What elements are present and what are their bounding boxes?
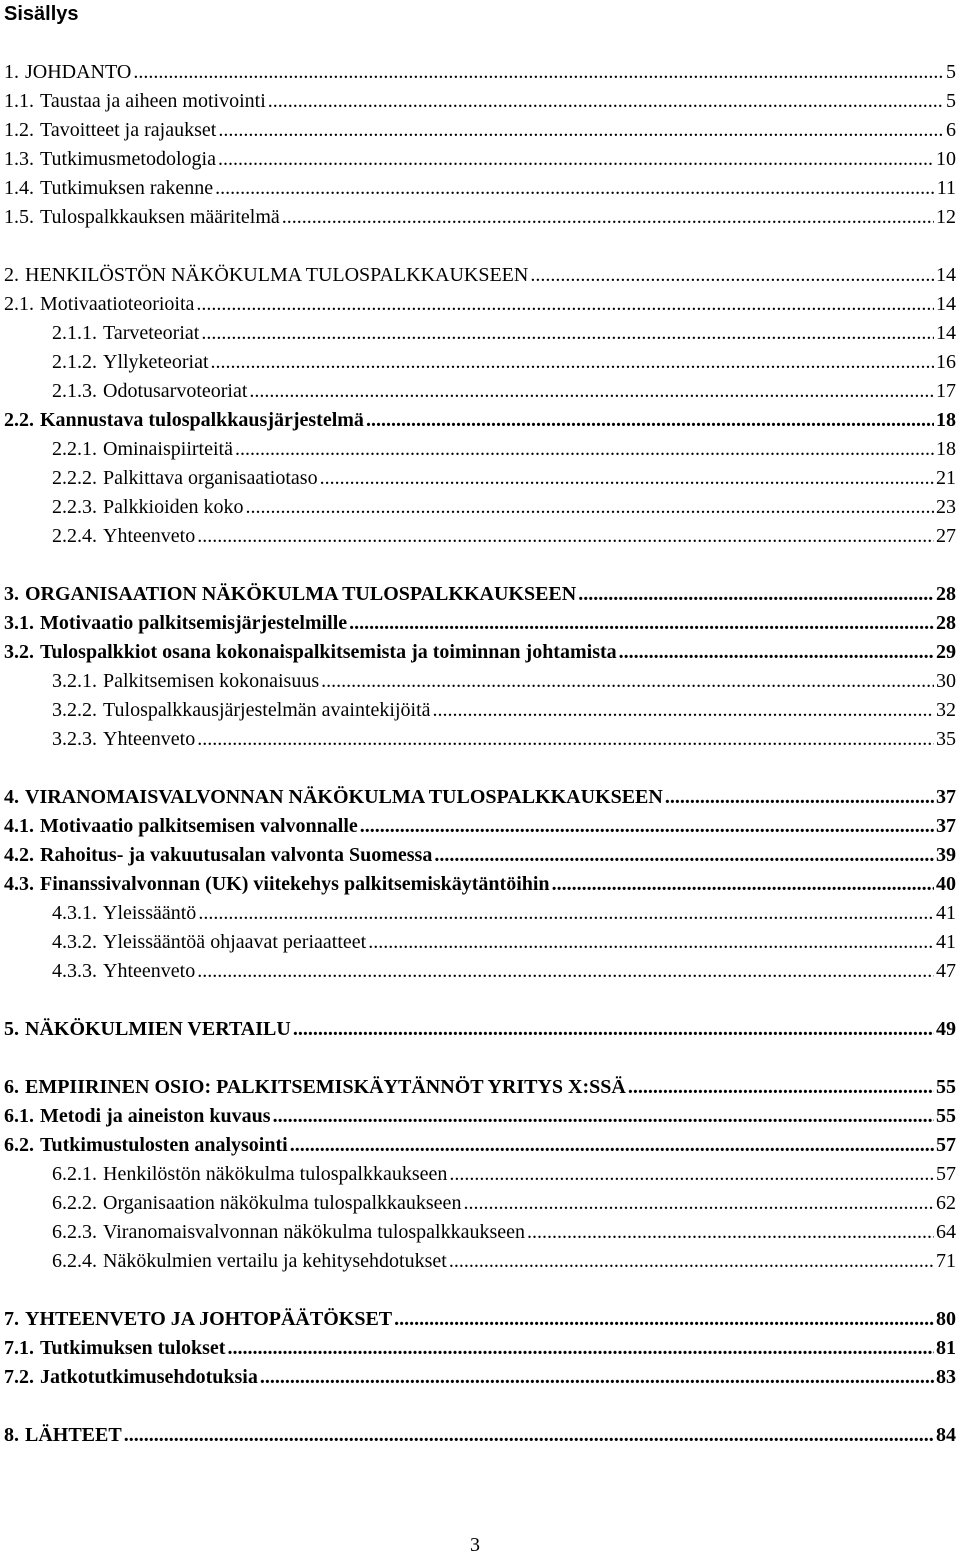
toc-entry[interactable]: [4, 1305, 956, 1334]
toc-entry-number: 2.: [4, 264, 19, 286]
toc-entry-title: LÄHTEET: [25, 1424, 122, 1446]
toc-entry[interactable]: [52, 377, 956, 406]
toc-dot-leader: [197, 522, 934, 551]
toc-entry-page: 57: [936, 1163, 956, 1185]
toc-entry-number: 2.1.: [4, 293, 34, 315]
toc-entry-number: 2.2.4.: [52, 525, 97, 547]
toc-entry-number: 3.1.: [4, 612, 34, 634]
toc-entry-number: 4.3.: [4, 873, 34, 895]
toc-entry-number: 7.2.: [4, 1366, 34, 1388]
toc-dot-leader: [218, 116, 944, 145]
toc-entry[interactable]: [4, 1102, 956, 1131]
toc-dot-leader: [665, 783, 934, 812]
toc-entry-title: Tarveteoriat: [103, 322, 200, 344]
toc-entry-title: Kannustava tulospalkkausjärjestelmä: [40, 409, 364, 431]
toc-entry[interactable]: [4, 406, 956, 435]
toc-entry-number: 3.2.1.: [52, 670, 97, 692]
toc-entry-number: 2.2.3.: [52, 496, 97, 518]
toc-entry[interactable]: [52, 464, 956, 493]
toc-entry[interactable]: [52, 348, 956, 377]
toc-dot-leader: [293, 1015, 934, 1044]
toc-entry-title: Tutkimuksen rakenne: [40, 177, 214, 199]
toc-entry-page: 71: [936, 1250, 956, 1272]
toc-entry-page: 35: [936, 728, 956, 750]
toc-entry-title: Tutkimuksen tulokset: [40, 1337, 226, 1359]
toc-entry-title: ORGANISAATION NÄKÖKULMA TULOSPALKKAUKSEEN: [25, 583, 577, 605]
toc-entry[interactable]: [4, 58, 956, 87]
toc-entry-page: 55: [936, 1105, 956, 1127]
toc-entry-number: 2.1.3.: [52, 380, 97, 402]
toc-entry-title: Yleissääntöä ohjaavat periaatteet: [103, 931, 367, 953]
toc-entry-title: Yhteenveto: [103, 728, 196, 750]
toc-entry-title: Organisaation näkökulma tulospalkkaukseen: [103, 1192, 462, 1214]
toc-entry-title: Palkittava organisaatiotaso: [103, 467, 318, 489]
toc-entry[interactable]: [52, 696, 956, 725]
toc-dot-leader: [124, 1421, 934, 1450]
toc-entry-title: Yllyketeoriat: [103, 351, 209, 373]
toc-dot-leader: [198, 899, 934, 928]
toc-entry-page: 64: [936, 1221, 956, 1243]
toc-entry-number: 1.3.: [4, 148, 34, 170]
toc-entry-number: 6.2.2.: [52, 1192, 97, 1214]
toc-entry-page: 6: [946, 119, 956, 141]
toc-entry-title: Näkökulmien vertailu ja kehitysehdotukset: [103, 1250, 447, 1272]
toc-entry-page: 47: [936, 960, 956, 982]
toc-entry-title: JOHDANTO: [25, 61, 132, 83]
toc-entry-page: 14: [936, 293, 956, 315]
toc-entry[interactable]: [4, 783, 956, 812]
toc-entry-number: 1.4.: [4, 177, 34, 199]
toc-dot-leader: [552, 870, 934, 899]
toc-entry-title: Tulospalkkiot osana kokonaispalkitsemista ja toiminnan johtamista: [40, 641, 617, 663]
toc-entry[interactable]: [52, 1189, 956, 1218]
toc-dot-leader: [366, 406, 934, 435]
toc-entry[interactable]: [4, 1421, 956, 1450]
toc-dot-leader: [227, 1334, 934, 1363]
toc-entry-number: 1.1.: [4, 90, 34, 112]
toc-entry-page: 5: [946, 90, 956, 112]
toc-entry-page: 11: [936, 177, 956, 199]
toc-entry-page: 5: [946, 61, 956, 83]
toc-entry[interactable]: [52, 899, 956, 928]
toc-entry-title: Palkitsemisen kokonaisuus: [103, 670, 320, 692]
toc-dot-leader: [215, 174, 935, 203]
toc-entry-page: 21: [936, 467, 956, 489]
toc-dot-leader: [197, 957, 934, 986]
toc-entry-number: 2.1.1.: [52, 322, 97, 344]
toc-entry[interactable]: [52, 667, 956, 696]
toc-entry-page: 62: [936, 1192, 956, 1214]
toc-entry-page: 39: [936, 844, 956, 866]
toc-entry-number: 6.2.4.: [52, 1250, 97, 1272]
toc-entry[interactable]: [4, 1015, 956, 1044]
page-number: 3: [470, 1534, 480, 1556]
toc-entry-page: 16: [936, 351, 956, 373]
toc-entry-number: 3.2.3.: [52, 728, 97, 750]
toc-entry-number: 4.1.: [4, 815, 34, 837]
toc-entry-title: Motivaatio palkitsemisjärjestelmille: [40, 612, 348, 634]
toc-entry-number: 3.2.: [4, 641, 34, 663]
toc-entry[interactable]: [52, 957, 956, 986]
toc-entry-number: 4.: [4, 786, 19, 808]
toc-entry-page: 14: [936, 322, 956, 344]
toc-entry-page: 41: [936, 902, 956, 924]
toc-entry-number: 4.3.1.: [52, 902, 97, 924]
toc-entry-page: 28: [936, 612, 956, 634]
toc-dot-leader: [197, 725, 934, 754]
toc-dot-leader: [394, 1305, 934, 1334]
toc-dot-leader: [527, 1218, 934, 1247]
toc-dot-leader: [530, 261, 934, 290]
toc-dot-leader: [320, 464, 934, 493]
toc-entry[interactable]: [52, 319, 956, 348]
toc-entry-number: 4.3.3.: [52, 960, 97, 982]
toc-entry-page: 83: [936, 1366, 956, 1388]
toc-entry-number: 3.: [4, 583, 19, 605]
toc-entry-title: Tulospalkkausjärjestelmän avaintekijöitä: [103, 699, 431, 721]
toc-entry[interactable]: [4, 638, 956, 667]
toc-entry-page: 17: [936, 380, 956, 402]
page-title: Sisällys: [4, 3, 79, 25]
toc-entry-title: EMPIIRINEN OSIO: PALKITSEMISKÄYTÄNNÖT YRITYS X:SSÄ: [25, 1076, 626, 1098]
toc-entry-number: 7.1.: [4, 1337, 34, 1359]
toc-entry-page: 37: [936, 786, 956, 808]
toc-entry-number: 1.2.: [4, 119, 34, 141]
toc-entry-number: 2.2.: [4, 409, 34, 431]
toc-entry[interactable]: [4, 261, 956, 290]
toc-entry-number: 6.1.: [4, 1105, 34, 1127]
toc-entry-page: 30: [936, 670, 956, 692]
toc-entry[interactable]: [4, 290, 956, 319]
toc-entry-page: 84: [936, 1424, 956, 1446]
toc-entry-title: Tutkimustulosten analysointi: [40, 1134, 288, 1156]
toc-dot-leader: [578, 580, 934, 609]
toc-entry[interactable]: [4, 580, 956, 609]
toc-entry-page: 81: [936, 1337, 956, 1359]
toc-entry-page: 29: [936, 641, 956, 663]
toc-entry-title: Taustaa ja aiheen motivointi: [40, 90, 266, 112]
toc-dot-leader: [463, 1189, 934, 1218]
toc-entry-number: 7.: [4, 1308, 19, 1330]
toc-entry-title: Yleissääntö: [103, 902, 197, 924]
toc-entry-title: Rahoitus- ja vakuutusalan valvonta Suomessa: [40, 844, 433, 866]
toc-dot-leader: [290, 1131, 934, 1160]
toc-dot-leader: [360, 812, 934, 841]
toc-entry[interactable]: [4, 609, 956, 638]
toc-entry-number: 6.2.1.: [52, 1163, 97, 1185]
toc-entry-title: Motivaatioteorioita: [40, 293, 195, 315]
toc-entry-title: Yhteenveto: [103, 525, 196, 547]
toc-entry[interactable]: [4, 1131, 956, 1160]
toc-dot-leader: [619, 638, 934, 667]
toc-dot-leader: [628, 1073, 934, 1102]
toc-entry-number: 6.: [4, 1076, 19, 1098]
toc-entry[interactable]: [4, 1334, 956, 1363]
toc-entry-number: 4.3.2.: [52, 931, 97, 953]
toc-entry-number: 4.2.: [4, 844, 34, 866]
toc-dot-leader: [433, 696, 934, 725]
toc-entry-number: 2.1.2.: [52, 351, 97, 373]
toc-entry[interactable]: [52, 1247, 956, 1276]
toc-entry-page: 10: [936, 148, 956, 170]
toc-dot-leader: [133, 58, 944, 87]
toc-dot-leader: [368, 928, 934, 957]
toc-entry-title: Metodi ja aineiston kuvaus: [40, 1105, 271, 1127]
toc-entry[interactable]: [4, 116, 956, 145]
toc-entry-title: YHTEENVETO JA JOHTOPÄÄTÖKSET: [25, 1308, 393, 1330]
toc-dot-leader: [211, 348, 934, 377]
toc-entry-number: 2.2.1.: [52, 438, 97, 460]
toc-entry[interactable]: [4, 841, 956, 870]
toc-entry-page: 12: [936, 206, 956, 228]
toc-entry[interactable]: [52, 725, 956, 754]
toc-entry[interactable]: [52, 522, 956, 551]
toc-entry-page: 57: [936, 1134, 956, 1156]
toc-dot-leader: [235, 435, 934, 464]
toc-entry[interactable]: [4, 1363, 956, 1392]
toc-entry-title: Henkilöstön näkökulma tulospalkkaukseen: [103, 1163, 448, 1185]
toc-entry[interactable]: [52, 1218, 956, 1247]
toc-entry-page: 28: [936, 583, 956, 605]
toc-entry-title: HENKILÖSTÖN NÄKÖKULMA TULOSPALKKAUKSEEN: [25, 264, 529, 286]
toc-dot-leader: [321, 667, 934, 696]
toc-entry-page: 55: [936, 1076, 956, 1098]
toc-entry-title: Motivaatio palkitsemisen valvonnalle: [40, 815, 358, 837]
toc-entry-page: 32: [936, 699, 956, 721]
toc-entry-page: 27: [936, 525, 956, 547]
toc-entry[interactable]: [52, 435, 956, 464]
toc-entry-number: 1.: [4, 61, 19, 83]
toc-entry-title: Yhteenveto: [103, 960, 196, 982]
toc-entry-page: 41: [936, 931, 956, 953]
toc-entry[interactable]: [4, 174, 956, 203]
toc-entry-title: Finanssivalvonnan (UK) viitekehys palkitsemiskäytäntöihin: [40, 873, 550, 895]
toc-dot-leader: [273, 1102, 934, 1131]
toc-dot-leader: [434, 841, 934, 870]
toc-entry-number: 2.2.2.: [52, 467, 97, 489]
toc-dot-leader: [246, 493, 934, 522]
toc-entry-page: 49: [936, 1018, 956, 1040]
toc-entry-title: Tavoitteet ja rajaukset: [40, 119, 217, 141]
toc-entry-title: Palkkioiden koko: [103, 496, 244, 518]
toc-entry-number: 8.: [4, 1424, 19, 1446]
toc-dot-leader: [196, 290, 934, 319]
toc-dot-leader: [449, 1160, 934, 1189]
toc-entry-page: 18: [936, 438, 956, 460]
toc-entry-title: Tutkimusmetodologia: [40, 148, 216, 170]
toc-entry[interactable]: [52, 493, 956, 522]
toc-dot-leader: [268, 87, 944, 116]
toc-entry[interactable]: [4, 812, 956, 841]
toc-entry-title: Tulospalkkauksen määritelmä: [40, 206, 280, 228]
toc-entry[interactable]: [52, 928, 956, 957]
toc-entry-number: 5.: [4, 1018, 19, 1040]
toc-dot-leader: [449, 1247, 934, 1276]
toc-dot-leader: [349, 609, 934, 638]
toc-entry[interactable]: [4, 87, 956, 116]
toc-entry-page: 14: [936, 264, 956, 286]
toc-entry-page: 80: [936, 1308, 956, 1330]
toc-entry-number: 3.2.2.: [52, 699, 97, 721]
toc-entry-page: 23: [936, 496, 956, 518]
toc-entry-number: 6.2.: [4, 1134, 34, 1156]
toc-entry-page: 37: [936, 815, 956, 837]
toc-entry[interactable]: [4, 145, 956, 174]
toc-dot-leader: [218, 145, 934, 174]
toc-entry[interactable]: [4, 203, 956, 232]
toc-entry-title: Viranomaisvalvonnan näkökulma tulospalkkaukseen: [103, 1221, 526, 1243]
toc-entry-page: 18: [936, 409, 956, 431]
toc-dot-leader: [282, 203, 934, 232]
toc-dot-leader: [249, 377, 934, 406]
toc-entry-number: 6.2.3.: [52, 1221, 97, 1243]
toc-entry[interactable]: [4, 1073, 956, 1102]
toc-entry-number: 1.5.: [4, 206, 34, 228]
toc-dot-leader: [201, 319, 934, 348]
toc-entry-title: Odotusarvoteoriat: [103, 380, 248, 402]
toc-entry-title: Jatkotutkimusehdotuksia: [40, 1366, 258, 1388]
toc-entry-title: VIRANOMAISVALVONNAN NÄKÖKULMA TULOSPALKKAUKSEEN: [25, 786, 663, 808]
toc-entry-title: Ominaispiirteitä: [103, 438, 233, 460]
toc-dot-leader: [260, 1363, 934, 1392]
toc-entry[interactable]: [52, 1160, 956, 1189]
toc-entry-page: 40: [936, 873, 956, 895]
toc-entry[interactable]: [4, 870, 956, 899]
toc-entry-title: NÄKÖKULMIEN VERTAILU: [25, 1018, 291, 1040]
